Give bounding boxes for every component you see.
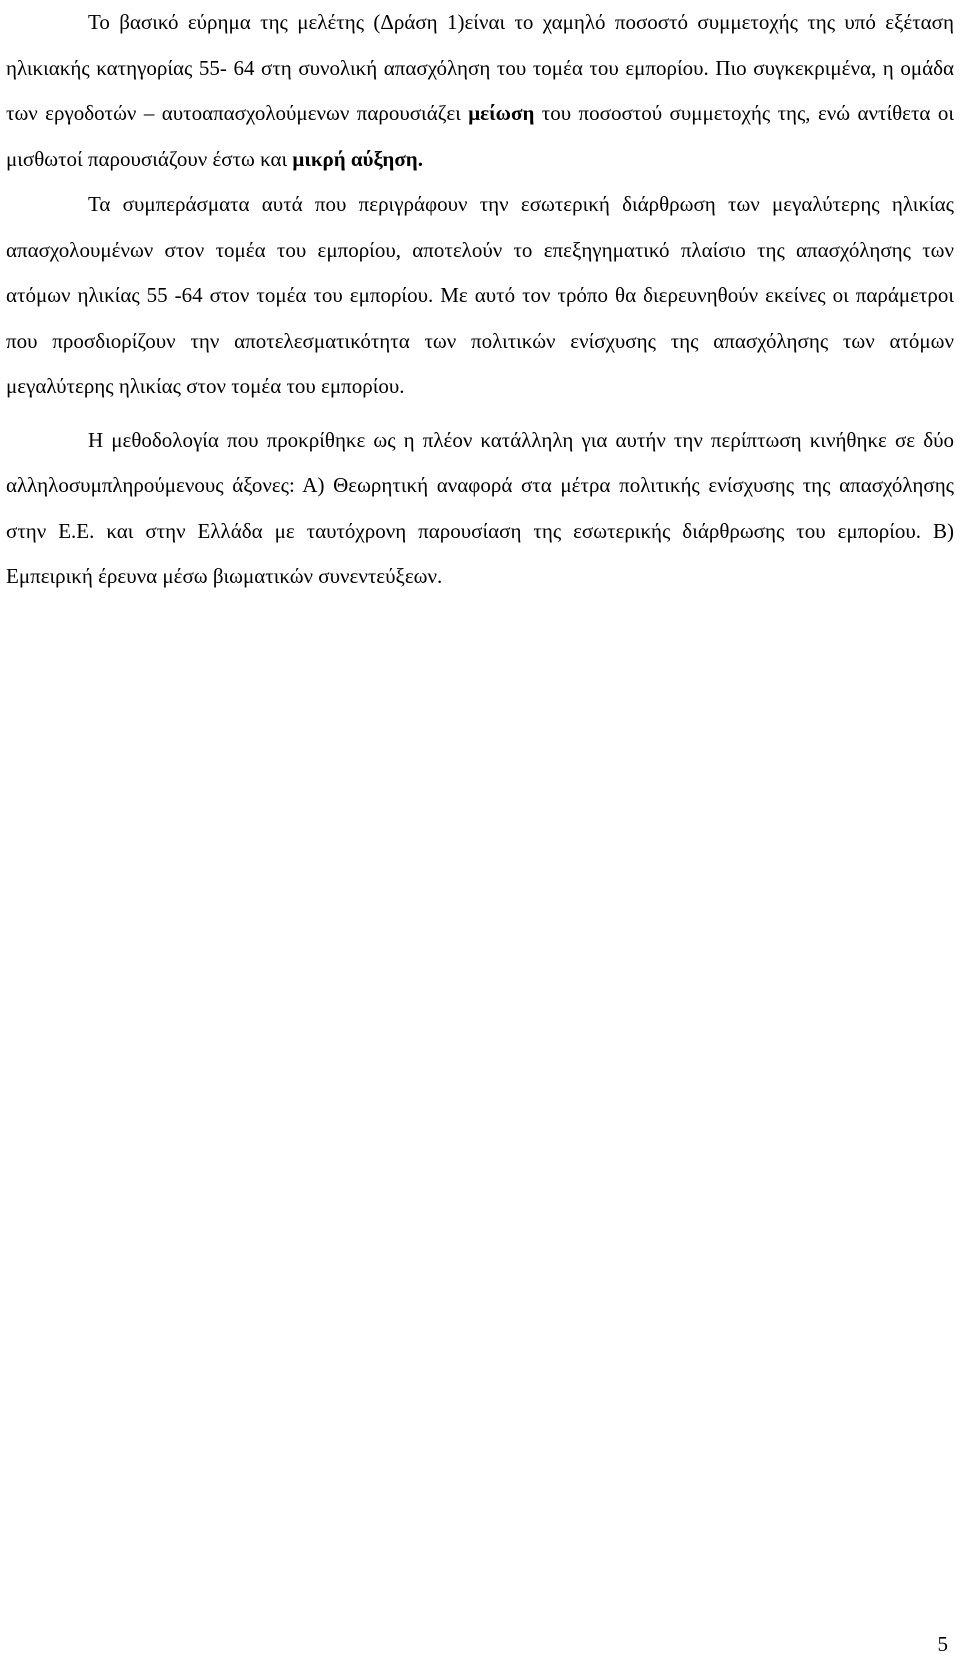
paragraph-findings-text-1: Το βασικό εύρημα της μελέτης (Δράση 1)είναι το χαμηλό ποσοστό συμμετοχής της υπό εξέταση ηλικιακής κατηγορίας 55- 64 στη συνολική απασχόληση του τομέα του εμπορίου. Πιο συγκεκριμένα, η ομάδα των εργοδοτών – αυτοαπασχολούμενων παρουσιάζει bbox=[6, 10, 954, 125]
bold-term-decrease: μείωση bbox=[468, 101, 535, 125]
paragraph-findings bbox=[6, 0, 954, 182]
bold-term-small-increase: μικρή αύξηση. bbox=[292, 146, 423, 171]
document-body bbox=[6, 0, 954, 600]
paragraph-findings-text-2: του ποσοστού συμμετοχής της, ενώ αντίθετα οι μισθωτοί παρουσιάζουν έστω και bbox=[6, 101, 954, 171]
page-number: 5 bbox=[937, 1632, 948, 1656]
paragraph-conclusions: Τα συμπεράσματα αυτά που περιγράφουν την εσωτερική διάρθρωση των μεγαλύτερης ηλικίας απασχολουμένων στον τομέα του εμπορίου, αποτελούν το επεξηγηματικό πλαίσιο της απασχόλησης των ατόμων ηλικίας 55 -64 στον τομέα του εμπορίου. Με αυτό τον τρόπο θα διερευνηθούν εκείνες οι παράμετροι που προσδιορίζουν την αποτελεσματικότητα των πολιτικών ενίσχυσης της απασχόλησης των ατόμων μεγαλύτερης ηλικίας στον τομέα του εμπορίου. bbox=[6, 192, 954, 398]
paragraph-methodology: Η μεθοδολογία που προκρίθηκε ως η πλέον κατάλληλη για αυτήν την περίπτωση κινήθηκε σε δύο αλληλοσυμπληρούμενους άξονες: Α) Θεωρητική αναφορά στα μέτρα πολιτικής ενίσχυσης της απασχόλησης στην Ε.Ε. και στην Ελλάδα με ταυτόχρονη παρουσίαση της εσωτερικής διάρθρωσης του εμπορίου. Β) Εμπειρική έρευνα μέσω βιωματικών συνεντεύξεων. bbox=[6, 427, 954, 588]
